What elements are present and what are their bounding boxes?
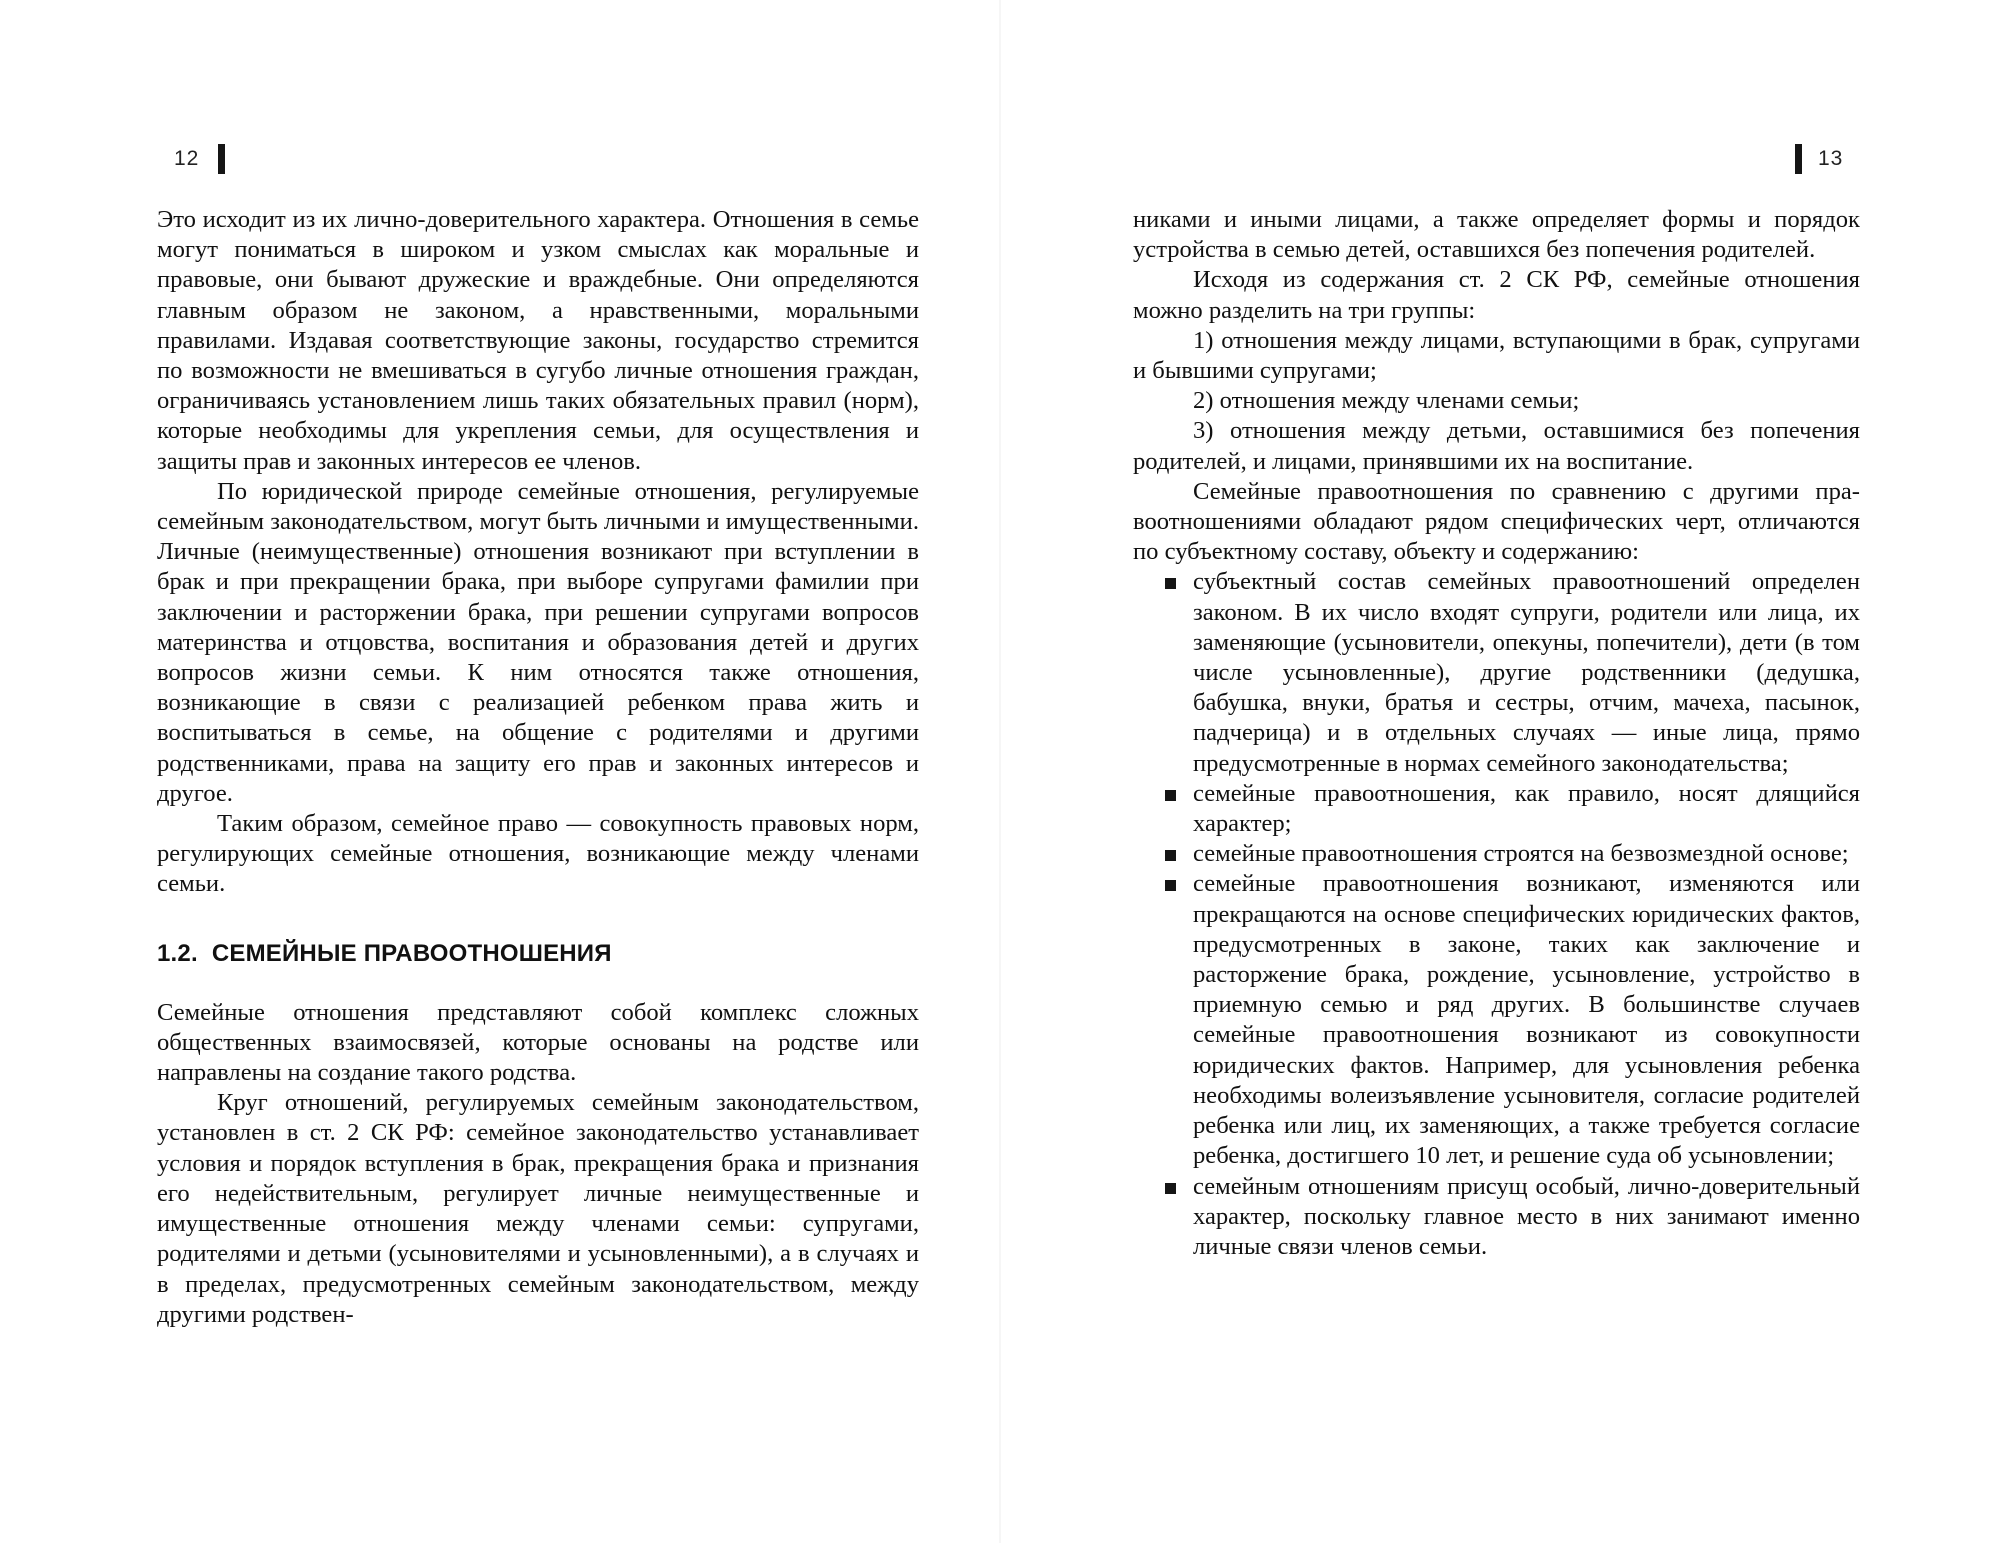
page-number: 12 <box>174 147 200 170</box>
square-bullet-icon <box>1165 880 1176 891</box>
paragraph: Исходя из содержания ст. 2 СК РФ, семейные отношения можно разделить на три группы: <box>1133 266 1860 324</box>
paragraph: Семейные отношения представляют собой комплекс сложных общественных взаимосвязей, которые основаны на родстве или направлены на создание такого родства. <box>157 998 919 1087</box>
paragraph: Круг отношений, регулируемых семейным законодательством, установлен в ст. 2 СК РФ: семейное законодательство устанавливает условия и порядок вступления в брак, прекращения брака и признания его недействительным, регулирует личные неимущественные и имущественные отношения между членами семьи: супругами, родителями и детьми (усыновителями и усыновленными), а в случаях и в пределах, предусмотренных семейным законодательством, между другими родствен- <box>157 1089 919 1328</box>
left-page-body <box>157 205 919 1330</box>
list-item-text: семейные правоотношения возникают, изменяются или прекращаются на основе специфических юридических фактов, предусмотренных в законе, таких как заключение и расторжение брака, рождение, усыновление, устройство в приемную семью и ряд других. В большинстве случаев семейные правоотношения возникают из совокупности юридических фактов. Например, для усыновления ребенка необходимы волеизъявление усыновителя, согласие родителей ребенка или лиц, их заменяющих, а также требуется согласие ребенка, достигшего 10 лет, и решение суда об усыновлении; <box>1193 870 1860 1170</box>
paragraph: Семейные правоотношения по сравнению с другими правоотношениями обладают рядом специфических черт, отличаются по субъектному составу, объекту и содержанию: <box>1133 477 1860 566</box>
feature-list <box>1133 567 1860 1262</box>
paragraph: никами и иными лицами, а также определяет формы и порядок устройства в семью детей, оставшихся без попечения родителей. <box>1133 206 1860 264</box>
folio-bar <box>218 144 225 174</box>
list-item <box>1133 869 1860 1171</box>
section-number: 1.2. <box>157 939 198 967</box>
section-heading <box>157 939 919 969</box>
list-item <box>1133 567 1860 778</box>
paragraph: По юридической природе семейные отношения, регулируемые семейным законодательством, могут быть личными и имущественными. Личные (неимущественные) отношения возникают при вступлении в брак и при прекращении брака, при выборе супругами фамилии при заключении и расторжении брака, при решении супругами вопросов материнства и отцовства, воспитания и образования детей и других вопросов жизни семьи. К ним относятся также отношения, возникающие в связи с реализацией ребенком права жить и воспитываться в семье, на общение с родителями и другими родственниками, права на защиту его прав и законных интересов и другое. <box>157 477 919 807</box>
group-item: 1) отношения между лицами, вступающими в брак, супругами и бывшими супругами; <box>1133 326 1860 385</box>
square-bullet-icon <box>1165 578 1176 589</box>
paragraph: Это исходит из их лично-доверительного характера. Отношения в семье могут пониматься в широком и узком смыслах как моральные и правовые, они бывают дружеские и враждебные. Они определяются главным образом не законом, а нравственными, моральными правилами. Издавая соответствующие законы, государство стремится по возможности не вмешиваться в сугубо личные отношения граждан, ограничиваясь установлением лишь таких обязательных правил (норм), которые необходимы для укрепления семьи, для осуществления и защиты прав и законных интересов ее членов. <box>157 206 919 475</box>
list-item-text: субъектный состав семейных правоотношений определен законом. В их число входят супруги, родители или лица, их заменяющие (усыновители, опекуны, попечители), дети (в том числе усыновленные), другие родственники (дедушка, бабушка, внуки, братья и сестры, отчим, мачеха, пасынок, падчерица) и в отдельных случаях — иные лица, прямо предусмотренные в нормах семейного законодательства; <box>1193 568 1860 777</box>
square-bullet-icon <box>1165 850 1176 861</box>
list-item-text: семейные правоотношения, как правило, носят длящийся характер; <box>1193 779 1860 838</box>
group-item: 2) отношения между членами семьи; <box>1193 387 1580 415</box>
list-item-text: семейные правоотношения строятся на безвозмездной основе; <box>1193 840 1849 868</box>
square-bullet-icon <box>1165 1183 1176 1194</box>
paragraph: Таким образом, семейное право — совокупность правовых норм, регулирующих семейные отношения, возникающие между членами семьи. <box>157 810 919 898</box>
right-page-body <box>1133 205 1860 1262</box>
section-title: СЕМЕЙНЫЕ ПРАВООТНОШЕНИЯ <box>211 939 612 967</box>
page-number: 13 <box>1818 147 1844 170</box>
list-item <box>1133 1172 1860 1263</box>
group-item: 3) отношения между детьми, оставшимися без попечения родителей, и лицами, принявшими их на воспитание. <box>1133 417 1860 475</box>
list-item <box>1133 839 1860 869</box>
square-bullet-icon <box>1165 790 1176 801</box>
folio-bar <box>1795 144 1802 174</box>
list-item-text: семейным отношениям присущ особый, лично-доверительный характер, поскольку главное место в них занимают именно личные связи членов семьи. <box>1193 1172 1860 1260</box>
list-item <box>1133 779 1860 839</box>
right-page <box>1000 0 2000 1543</box>
